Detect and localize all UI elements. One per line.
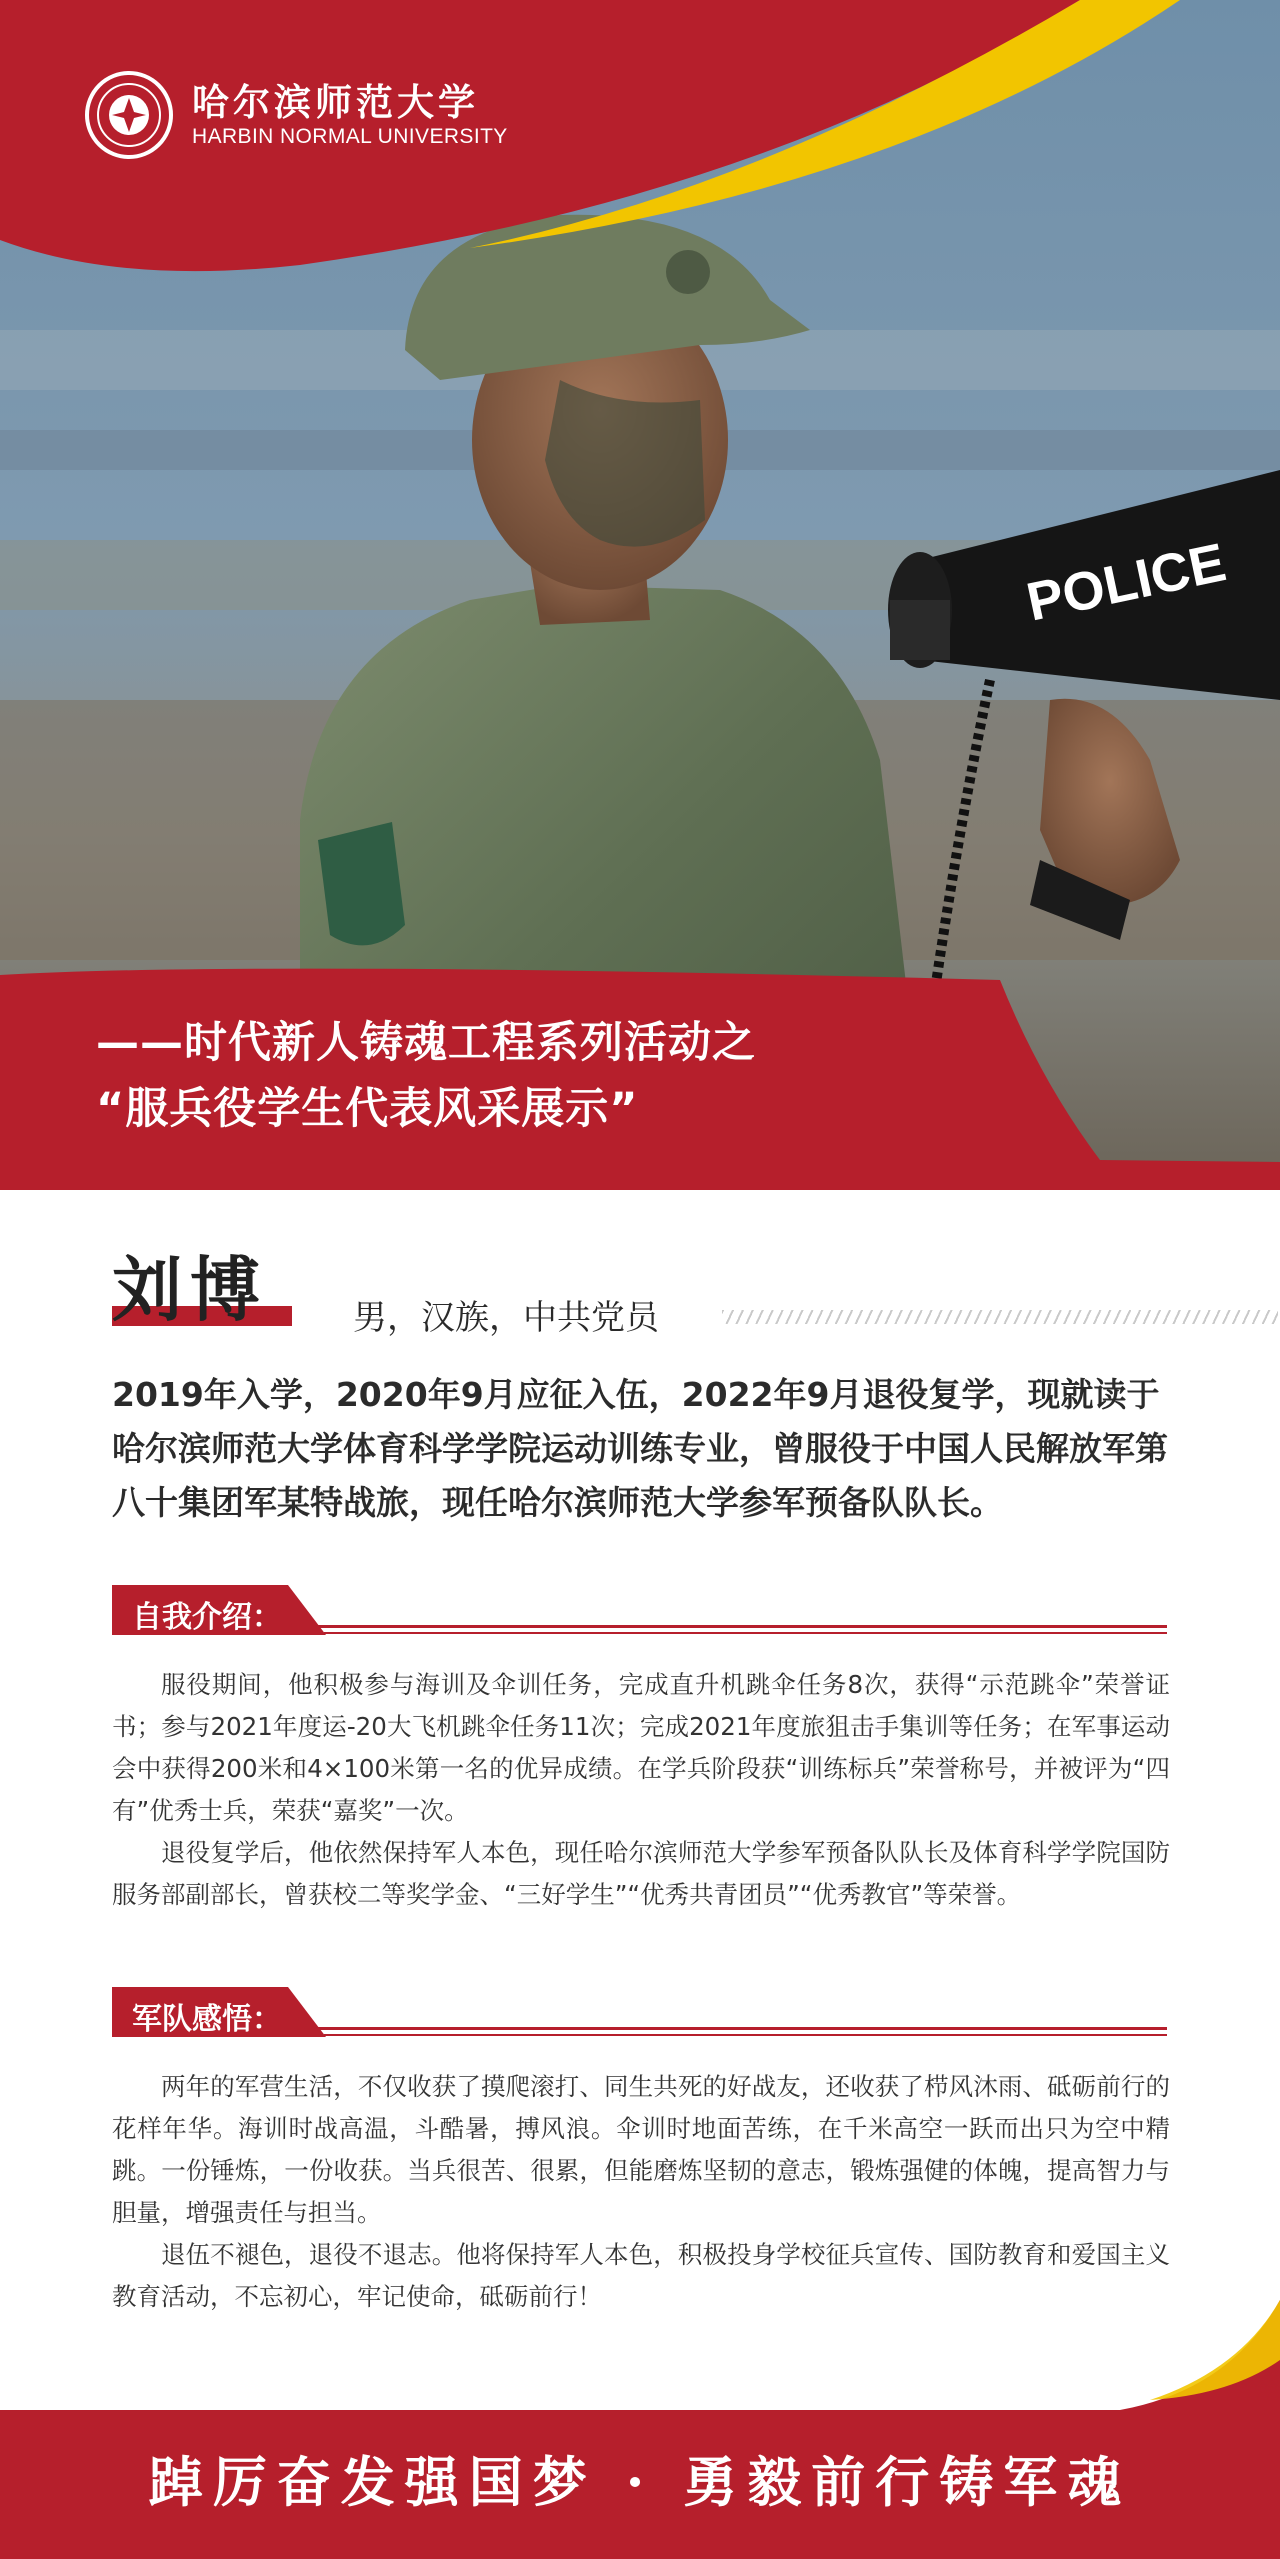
section-paragraph: 退伍不褪色，退役不退志。他将保持军人本色，积极投身学校征兵宣传、国防教育和爱国主义教育活动，不忘初心，牢记使命，砥砺前行！	[112, 2240, 1170, 2311]
event-subtitle-line2: “服兵役学生代表风采展示”	[96, 1084, 639, 1134]
university-name-cn: 哈尔滨师范大学	[192, 80, 479, 124]
section-title: 自我介绍：	[132, 1600, 282, 1635]
section-rule	[312, 1625, 1167, 1628]
section-title: 军队感悟：	[132, 2002, 282, 2037]
student-name: 刘博	[112, 1249, 268, 1331]
section-header-reflection	[112, 1987, 1167, 2041]
hero-banner	[0, 0, 1280, 1190]
university-name	[192, 80, 508, 150]
megaphone-label: POLICE	[1021, 532, 1231, 633]
event-subtitle	[96, 1010, 756, 1142]
university-name-en: HARBIN NORMAL UNIVERSITY	[192, 125, 508, 148]
student-tags: 男，汉族，中共党员	[353, 1298, 659, 1338]
name-block	[110, 1240, 300, 1330]
section-paragraph: 两年的军营生活，不仅收获了摸爬滚打、同生共死的好战友，还收获了栉风沐雨、砥砺前行的花样年华。海训时战高温，斗酷暑，搏风浪。伞训时地面苦练，在千米高空一跃而出只为空中精跳。一份锤炼，一份收获。当兵很苦、很累，但能磨炼坚韧的意志，锻炼强健的体魄，提高智力与胆量，增强责任与担当。	[112, 2072, 1170, 2227]
section-paragraph: 退役复学后，他依然保持军人本色，现任哈尔滨师范大学参军预备队队长及体育科学学院国防服务部副部长，曾获校二等奖学金、“三好学生”“优秀共青团员”“优秀教官”等荣誉。	[112, 1838, 1170, 1909]
section-paragraph: 服役期间，他积极参与海训及伞训任务，完成直升机跳伞任务8次，获得“示范跳伞”荣誉证书；参与2021年度运-20大飞机跳伞任务11次；完成2021年度旅狙击手集训等任务；在军事运动会中获得200米和4×100米第一名的优异成绩。在学兵阶段获“训练标兵”荣誉称号，并被评为“四有”优秀士兵，荣获“嘉奖”一次。	[112, 1670, 1170, 1825]
hatch-divider	[722, 1310, 1278, 1324]
event-subtitle-line1: ——时代新人铸魂工程系列活动之	[96, 1018, 756, 1068]
university-seal-icon	[84, 70, 174, 160]
footer-slogan: 踔厉奋发强国梦 · 勇毅前行铸军魂	[148, 2450, 1132, 2514]
footer-banner	[0, 2300, 1280, 2559]
section-rule	[324, 1632, 1167, 1634]
section-rule	[312, 2027, 1167, 2030]
section-rule	[324, 2034, 1167, 2036]
student-bio: 2019年入学，2020年9月应征入伍，2022年9月退役复学，现就读于哈尔滨师范大学体育科学学院运动训练专业，曾服役于中国人民解放军第八十集团军某特战旅，现任哈尔滨师范大学参军预备队队长。	[112, 1375, 1168, 1522]
section-header-intro	[112, 1585, 1167, 1639]
university-logo	[84, 70, 508, 160]
